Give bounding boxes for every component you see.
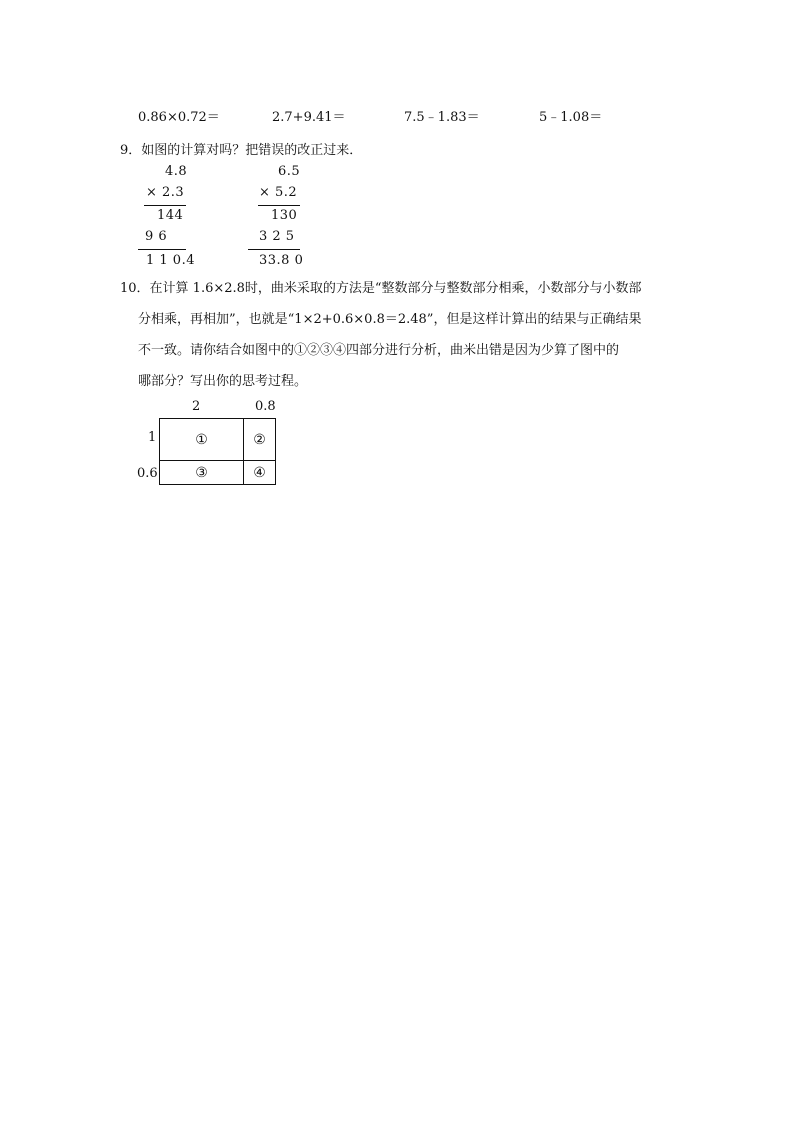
calc1-multiplier: × 2.3: [146, 185, 185, 200]
calc2-multiplier: × 5.2: [259, 185, 298, 200]
question-10-line-3: 不一致。请你结合如图中的①②③④四部分进行分析，曲米出错是因为少算了图中的: [138, 343, 620, 358]
calc2-partial-1: 130: [271, 208, 298, 223]
question-10-text: [120, 273, 680, 397]
equation-2: 2.7+9.41＝: [272, 110, 346, 125]
equation-3: 7.5﹣1.83＝: [404, 110, 480, 125]
question-10-line-1: 10．在计算 1.6×2.8时，曲米采取的方法是“整数部分与整数部分相乘，小数部分与小数部: [120, 281, 642, 296]
top-label-0-8: 0.8: [255, 399, 276, 414]
question-10-line-4: 哪部分？写出你的思考过程。: [138, 374, 308, 389]
calc2-partial-2: 3 2 5: [259, 229, 295, 244]
question-10-line-2: 分相乘，再相加”，也就是“1×2+0.6×0.8＝2.48”，但是这样计算出的结果与正确结果: [138, 312, 642, 327]
top-label-2: 2: [192, 399, 201, 414]
calc1-multiplicand: 4.8: [165, 164, 188, 179]
cell-2: ②: [243, 418, 276, 461]
calc1-partial-1: 144: [157, 208, 184, 223]
equation-4: 5﹣1.08＝: [539, 110, 603, 125]
calc1-result: 1 1 0.4: [146, 253, 195, 268]
calc1-partial-2: 9 6: [145, 229, 168, 244]
side-label-1: 1: [148, 430, 157, 445]
equation-1: 0.86×0.72＝: [138, 110, 220, 125]
calc1-rule-1: [144, 205, 186, 206]
calc2-rule-1: [258, 205, 300, 206]
calc2-multiplicand: 6.5: [278, 164, 301, 179]
calc2-result: 33.8 0: [259, 253, 304, 268]
side-label-0-6: 0.6: [137, 466, 158, 481]
question-9-prompt: 9．如图的计算对吗？把错误的改正过来．: [120, 143, 363, 158]
calc2-rule-2: [248, 249, 300, 250]
cell-4: ④: [243, 460, 276, 485]
cell-1: ①: [159, 418, 244, 461]
calc1-rule-2: [138, 249, 186, 250]
cell-3: ③: [159, 460, 244, 485]
